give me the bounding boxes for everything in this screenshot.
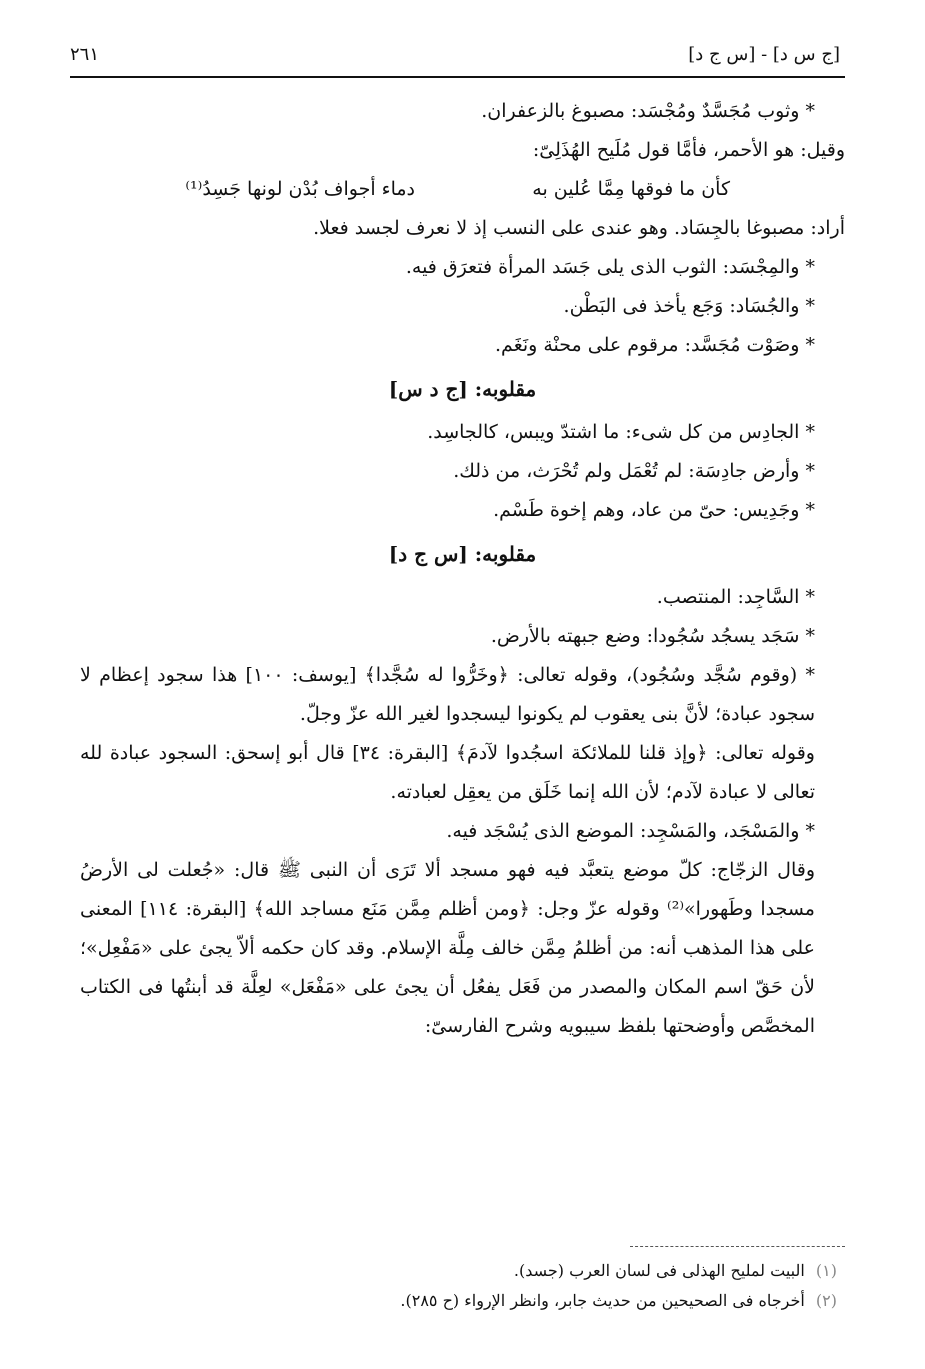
text-line: * والمِجْسَد: الثوب الذى يلى جَسَد المرأة فتعرَق فيه.	[405, 256, 815, 278]
text-line: أراد: مصبوغا بالجِسَاد. وهو عندى على النسب إذ لا نعرف لجسد فعلا.	[313, 217, 845, 239]
paragraph: وقوله تعالى: ﴿وإذ قلنا للملائكة اسجُدوا لآدمَ﴾ [البقرة: ٣٤] قال أبو إسحق: السجود عبادة لله تعالى لا عبادة لآدم؛ لأن الله إنما خَلَق من يعقِل لعبادته.	[80, 742, 815, 803]
verse-second-hemistich: دماء أجواف بُدْن لونها جَسِدُ⁽¹⁾	[185, 178, 415, 200]
running-header	[70, 42, 840, 68]
footnotes	[80, 1256, 837, 1316]
poetry-verse	[80, 170, 845, 209]
text-line: * وصَوْت مُجَسَّد: مرقوم على محنْة ونَغَم.	[495, 334, 815, 356]
footnote-text: البيت لمليح الهذلى فى لسان العرب (جسد).	[513, 1261, 805, 1280]
text-line: * وجَدِيس: حىّ من عاد، وهم إخوة طَسْم.	[493, 499, 815, 521]
header-root-title: [ج س د] - [س ج د]	[688, 44, 840, 65]
text-line: * سَجَد يسجُد سُجُودا: وضع جبهته بالأرض.	[490, 625, 815, 647]
footnote-number: (٢)	[815, 1291, 837, 1310]
text-line: * وأرض جادِسَة: لم تُعْمَل ولم تُحْرَث، من ذلك.	[453, 460, 815, 482]
section-heading: مقلوبه: [ج د س]	[388, 377, 537, 401]
footnote-1	[80, 1256, 837, 1286]
text-line: * السَّاجِد: المنتصب.	[656, 586, 815, 608]
paragraph: * (وقوم سُجَّد وسُجُود)، وقوله تعالى: ﴿وخَرُّوا له سُجَّدا﴾ [يوسف: ١٠٠] هذا سجود إعظام لا سجود عبادة؛ لأنَّ بنى يعقوب لم يكونوا ليسجدوا لغير الله عزّ وجلّ.	[80, 664, 815, 725]
text-line: * وثوب مُجَسَّدٌ ومُجْسَد: مصبوغ بالزعفران.	[481, 100, 815, 122]
footnote-2	[80, 1286, 837, 1316]
footnote-divider	[630, 1246, 845, 1247]
page-number: ٢٦١	[70, 44, 100, 65]
paragraph: وقال الزجّاج: كلّ موضع يتعبَّد فيه فهو مسجد ألا تَرَى أن النبى ﷺ قال: «جُعلت لى الأرضُ مسجدا وطَهورا»⁽²⁾ وقوله عزّ وجل: ﴿ومن أظلم مِمَّن مَنَع مساجد الله﴾ [البقرة: ١١٤] المعنى على هذا المذهب أنه: من أظلمُ مِمَّن خالف مِلَّة الإسلام. وقد كان حكمه ألاّ يجئ على «مَفْعِل»؛ لأن حَقّ اسم المكان والمصدر من فَعَل يفعُل أن يجئ على «مَفْعَل» لعِلَّة قد أبنتُها فى الكتاب المخصَّص وأوضحتها بلفظ سيبويه وشرح الفارسىّ:	[80, 859, 815, 1037]
text-line: * الجادِس من كل شىء: ما اشتدّ ويبس، كالجاسِد.	[427, 421, 815, 443]
verse-first-hemistich: كأن ما فوقها مِمَّا عُلين به	[532, 178, 730, 200]
header-divider	[70, 76, 845, 78]
text-line: وقيل: هو الأحمر، فأمَّا قول مُلَيح الهُذَلِىّ:	[532, 139, 845, 161]
entry-body	[80, 92, 845, 1046]
text-line: * والجُسَاد: وَجَع يأخذ فى البَطْن.	[563, 295, 815, 317]
footnote-number: (١)	[815, 1261, 837, 1280]
footnote-text: أخرجاه فى الصحيحين من حديث جابر، وانظر الإرواء (ح ٢٨٥).	[400, 1291, 805, 1310]
section-heading: مقلوبه: [س ج د]	[388, 542, 537, 566]
text-line: * والمَسْجَد، والمَسْجِد: الموضع الذى يُسْجَد فيه.	[446, 820, 815, 842]
